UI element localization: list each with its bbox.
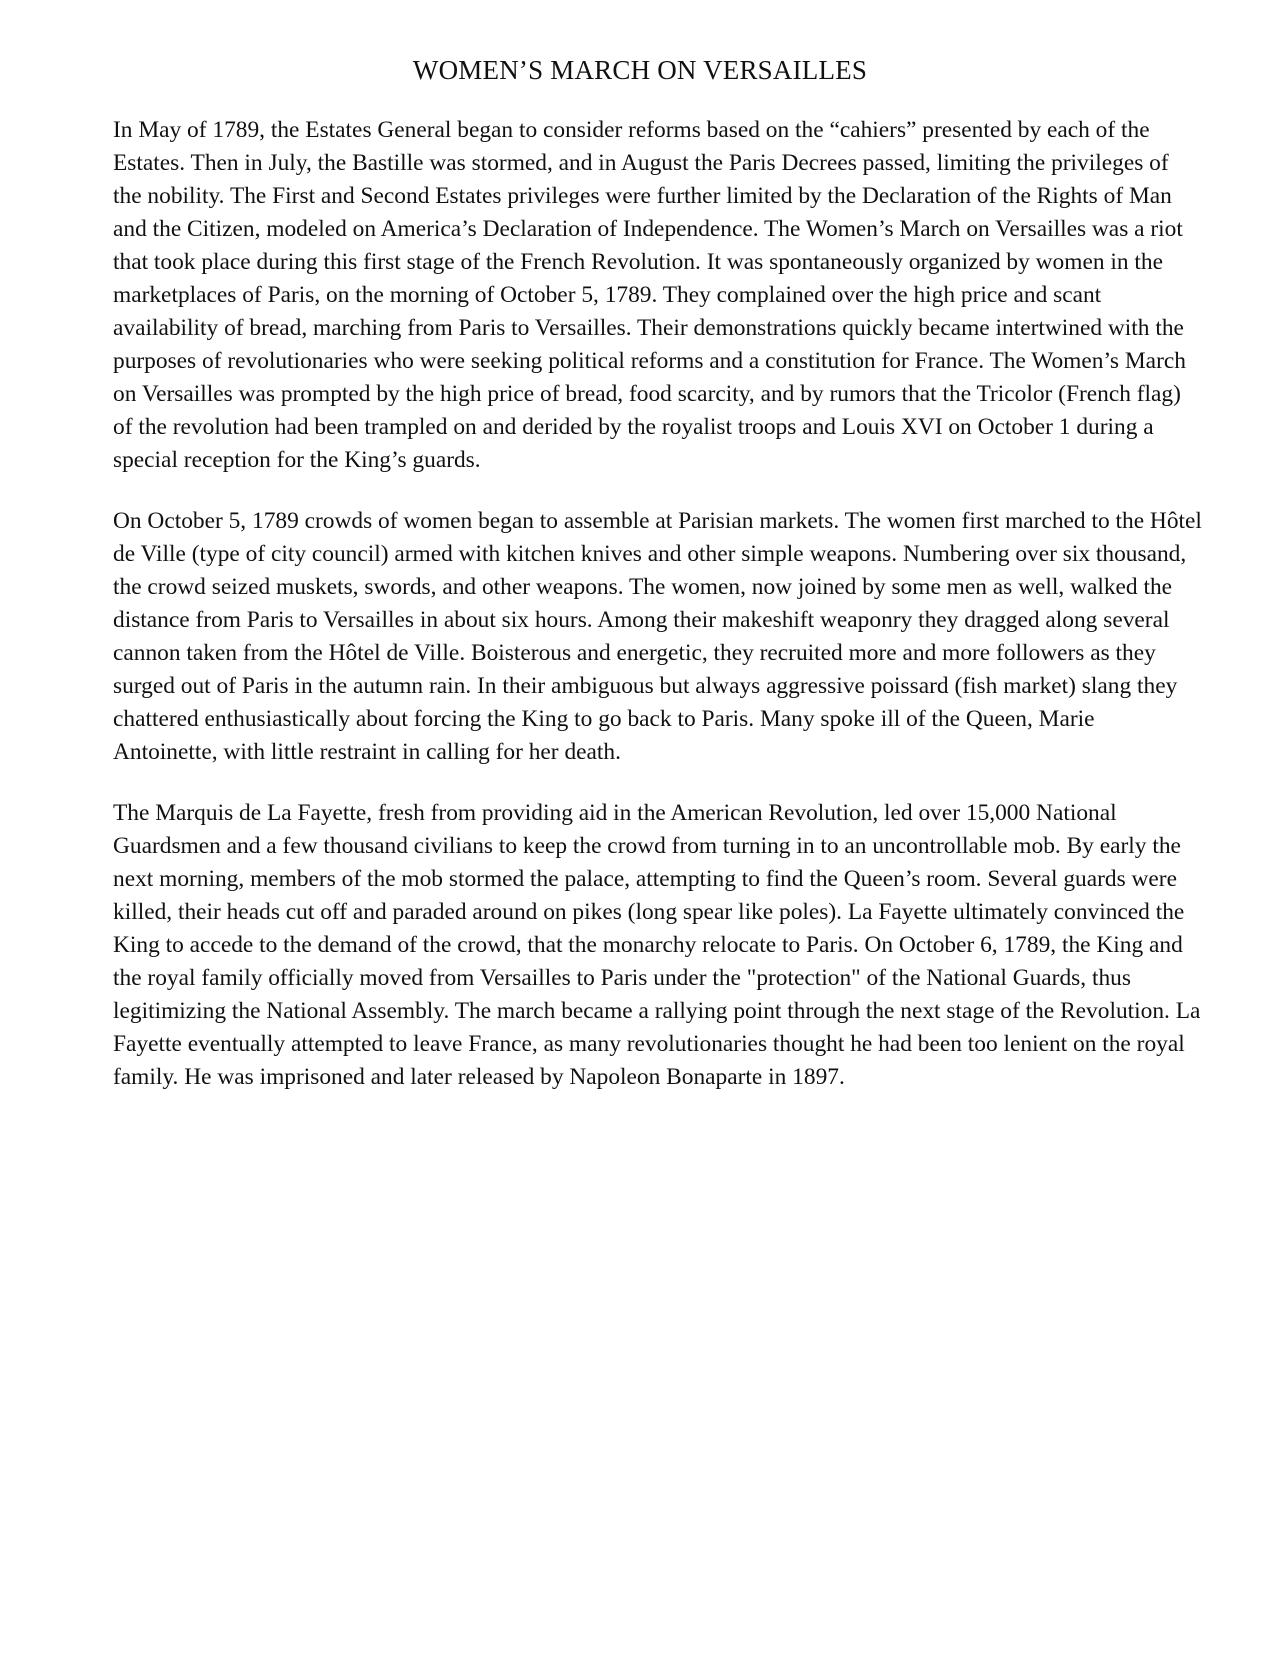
document-body (113, 114, 1203, 1122)
paragraph-1: In May of 1789, the Estates General began to consider reforms based on the “cahiers” presented by each of the Estates. Then in July, the Bastille was stormed, and in August the Paris Decrees passed, limiting the privileges of the nobility. The First and Second Estates privileges were further limited by the Declaration of the Rights of Man and the Citizen, modeled on America’s Declaration of Independence. The Women’s March on Versailles was a riot that took place during this first stage of the French Revolution. It was spontaneously organized by women in the marketplaces of Paris, on the morning of October 5, 1789. They complained over the high price and scant availability of bread, marching from Paris to Versailles. Their demonstrations quickly became intertwined with the purposes of revolutionaries who were seeking political reforms and a constitution for France. The Women’s March on Versailles was prompted by the high price of bread, food scarcity, and by rumors that the Tricolor (French flag) of the revolution had been trampled on and derided by the royalist troops and Louis XVI on October 1 during a special reception for the King’s guards. (113, 117, 1186, 473)
paragraph-2: On October 5, 1789 crowds of women began to assemble at Parisian markets. The women first marched to the Hôtel de Ville (type of city council) armed with kitchen knives and other simple weapons. Numbering over six thousand, the crowd seized muskets, swords, and other weapons. The women, now joined by some men as well, walked the distance from Paris to Versailles in about six hours. Among their makeshift weaponry they dragged along several cannon taken from the Hôtel de Ville. Boisterous and energetic, they recruited more and more followers as they surged out of Paris in the autumn rain. In their ambiguous but always aggressive poissard (fish market) slang they chattered enthusiastically about forcing the King to go back to Paris. Many spoke ill of the Queen, Marie Antoinette, with little restraint in calling for her death. (113, 508, 1202, 765)
paragraph-3: The Marquis de La Fayette, fresh from providing aid in the American Revolution, led over 15,000 National Guardsmen and a few thousand civilians to keep the crowd from turning in to an uncontrollable mob. By early the next morning, members of the mob stormed the palace, attempting to find the Queen’s room. Several guards were killed, their heads cut off and paraded around on pikes (long spear like poles). La Fayette ultimately convinced the King to accede to the demand of the crowd, that the monarchy relocate to Paris. On October 6, 1789, the King and the royal family officially moved from Versailles to Paris under the "protection" of the National Guards, thus legitimizing the National Assembly. The march became a rallying point through the next stage of the Revolution. La Fayette eventually attempted to leave France, as many revolutionaries thought he had been too lenient on the royal family. He was imprisoned and later released by Napoleon Bonaparte in 1897. (113, 800, 1201, 1090)
document-title: WOMEN’S MARCH ON VERSAILLES (412, 55, 868, 85)
